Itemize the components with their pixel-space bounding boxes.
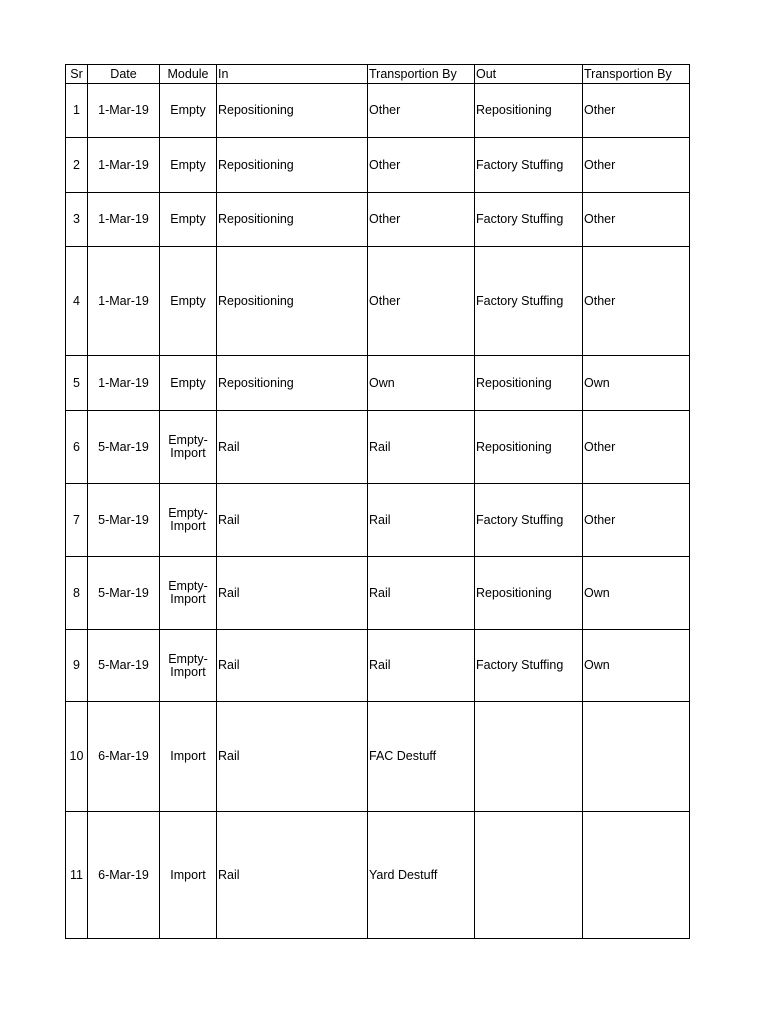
cell-module[interactable]: Empty bbox=[160, 247, 217, 356]
header-module[interactable]: Module bbox=[160, 65, 217, 84]
cell-transport-in[interactable]: Yard Destuff bbox=[368, 812, 475, 939]
cell-transport-in[interactable]: Own bbox=[368, 356, 475, 411]
header-transport-out[interactable]: Transportion By bbox=[583, 65, 690, 84]
cell-out[interactable]: Repositioning bbox=[475, 84, 583, 138]
table-row bbox=[66, 630, 690, 702]
cell-transport-out[interactable]: Other bbox=[583, 411, 690, 484]
cell-in[interactable]: Rail bbox=[217, 630, 368, 702]
cell-transport-in[interactable]: Rail bbox=[368, 557, 475, 630]
cell-in[interactable]: Repositioning bbox=[217, 193, 368, 247]
cell-out[interactable] bbox=[475, 812, 583, 939]
table-row bbox=[66, 247, 690, 356]
table-row bbox=[66, 193, 690, 247]
cell-sr[interactable]: 6 bbox=[66, 411, 88, 484]
table-row bbox=[66, 702, 690, 812]
cell-module[interactable]: Empty-Import bbox=[160, 557, 217, 630]
header-date[interactable]: Date bbox=[88, 65, 160, 84]
cell-transport-in[interactable]: Other bbox=[368, 138, 475, 193]
table-row bbox=[66, 484, 690, 557]
cell-in[interactable]: Repositioning bbox=[217, 356, 368, 411]
cell-transport-in[interactable]: Rail bbox=[368, 630, 475, 702]
cell-out[interactable]: Factory Stuffing bbox=[475, 193, 583, 247]
cell-date[interactable]: 1-Mar-19 bbox=[88, 138, 160, 193]
cell-transport-in[interactable]: FAC Destuff bbox=[368, 702, 475, 812]
cell-sr[interactable]: 2 bbox=[66, 138, 88, 193]
cell-module[interactable]: Import bbox=[160, 812, 217, 939]
cell-module[interactable]: Empty bbox=[160, 356, 217, 411]
table-row bbox=[66, 557, 690, 630]
cell-in[interactable]: Repositioning bbox=[217, 138, 368, 193]
cell-transport-out[interactable]: Other bbox=[583, 138, 690, 193]
cell-date[interactable]: 6-Mar-19 bbox=[88, 812, 160, 939]
header-row bbox=[66, 65, 690, 84]
cell-sr[interactable]: 4 bbox=[66, 247, 88, 356]
spreadsheet-table bbox=[65, 64, 690, 939]
cell-module[interactable]: Empty-Import bbox=[160, 484, 217, 557]
cell-module[interactable]: Empty bbox=[160, 193, 217, 247]
cell-sr[interactable]: 8 bbox=[66, 557, 88, 630]
cell-in[interactable]: Rail bbox=[217, 484, 368, 557]
cell-in[interactable]: Rail bbox=[217, 557, 368, 630]
cell-transport-in[interactable]: Other bbox=[368, 193, 475, 247]
cell-transport-out[interactable]: Own bbox=[583, 557, 690, 630]
cell-transport-in[interactable]: Rail bbox=[368, 484, 475, 557]
cell-transport-in[interactable]: Other bbox=[368, 84, 475, 138]
cell-transport-out[interactable] bbox=[583, 812, 690, 939]
cell-transport-out[interactable]: Other bbox=[583, 193, 690, 247]
cell-out[interactable]: Repositioning bbox=[475, 356, 583, 411]
header-sr[interactable]: Sr bbox=[66, 65, 88, 84]
cell-module[interactable]: Empty-Import bbox=[160, 630, 217, 702]
cell-date[interactable]: 5-Mar-19 bbox=[88, 630, 160, 702]
cell-transport-out[interactable]: Other bbox=[583, 247, 690, 356]
cell-transport-in[interactable]: Other bbox=[368, 247, 475, 356]
cell-out[interactable] bbox=[475, 702, 583, 812]
cell-date[interactable]: 1-Mar-19 bbox=[88, 247, 160, 356]
cell-out[interactable]: Factory Stuffing bbox=[475, 138, 583, 193]
cell-out[interactable]: Factory Stuffing bbox=[475, 484, 583, 557]
cell-sr[interactable]: 9 bbox=[66, 630, 88, 702]
cell-in[interactable]: Repositioning bbox=[217, 247, 368, 356]
cell-in[interactable]: Rail bbox=[217, 702, 368, 812]
cell-sr[interactable]: 1 bbox=[66, 84, 88, 138]
cell-module[interactable]: Empty bbox=[160, 84, 217, 138]
cell-date[interactable]: 1-Mar-19 bbox=[88, 193, 160, 247]
cell-transport-in[interactable]: Rail bbox=[368, 411, 475, 484]
header-out[interactable]: Out bbox=[475, 65, 583, 84]
cell-in[interactable]: Repositioning bbox=[217, 84, 368, 138]
cell-out[interactable]: Repositioning bbox=[475, 557, 583, 630]
table-row bbox=[66, 411, 690, 484]
cell-date[interactable]: 6-Mar-19 bbox=[88, 702, 160, 812]
cell-date[interactable]: 5-Mar-19 bbox=[88, 411, 160, 484]
header-in[interactable]: In bbox=[217, 65, 368, 84]
cell-in[interactable]: Rail bbox=[217, 812, 368, 939]
cell-out[interactable]: Factory Stuffing bbox=[475, 630, 583, 702]
header-transport-in[interactable]: Transportion By bbox=[368, 65, 475, 84]
cell-transport-out[interactable]: Other bbox=[583, 84, 690, 138]
cell-out[interactable]: Repositioning bbox=[475, 411, 583, 484]
cell-sr[interactable]: 3 bbox=[66, 193, 88, 247]
cell-date[interactable]: 5-Mar-19 bbox=[88, 484, 160, 557]
cell-sr[interactable]: 7 bbox=[66, 484, 88, 557]
cell-in[interactable]: Rail bbox=[217, 411, 368, 484]
table-row bbox=[66, 812, 690, 939]
cell-sr[interactable]: 10 bbox=[66, 702, 88, 812]
cell-transport-out[interactable]: Own bbox=[583, 630, 690, 702]
cell-transport-out[interactable]: Other bbox=[583, 484, 690, 557]
cell-module[interactable]: Empty-Import bbox=[160, 411, 217, 484]
table-row bbox=[66, 138, 690, 193]
cell-sr[interactable]: 5 bbox=[66, 356, 88, 411]
cell-transport-out[interactable]: Own bbox=[583, 356, 690, 411]
cell-date[interactable]: 5-Mar-19 bbox=[88, 557, 160, 630]
cell-date[interactable]: 1-Mar-19 bbox=[88, 356, 160, 411]
table-row bbox=[66, 84, 690, 138]
cell-module[interactable]: Empty bbox=[160, 138, 217, 193]
cell-module[interactable]: Import bbox=[160, 702, 217, 812]
cell-out[interactable]: Factory Stuffing bbox=[475, 247, 583, 356]
cell-sr[interactable]: 11 bbox=[66, 812, 88, 939]
cell-transport-out[interactable] bbox=[583, 702, 690, 812]
cell-date[interactable]: 1-Mar-19 bbox=[88, 84, 160, 138]
table-row bbox=[66, 356, 690, 411]
